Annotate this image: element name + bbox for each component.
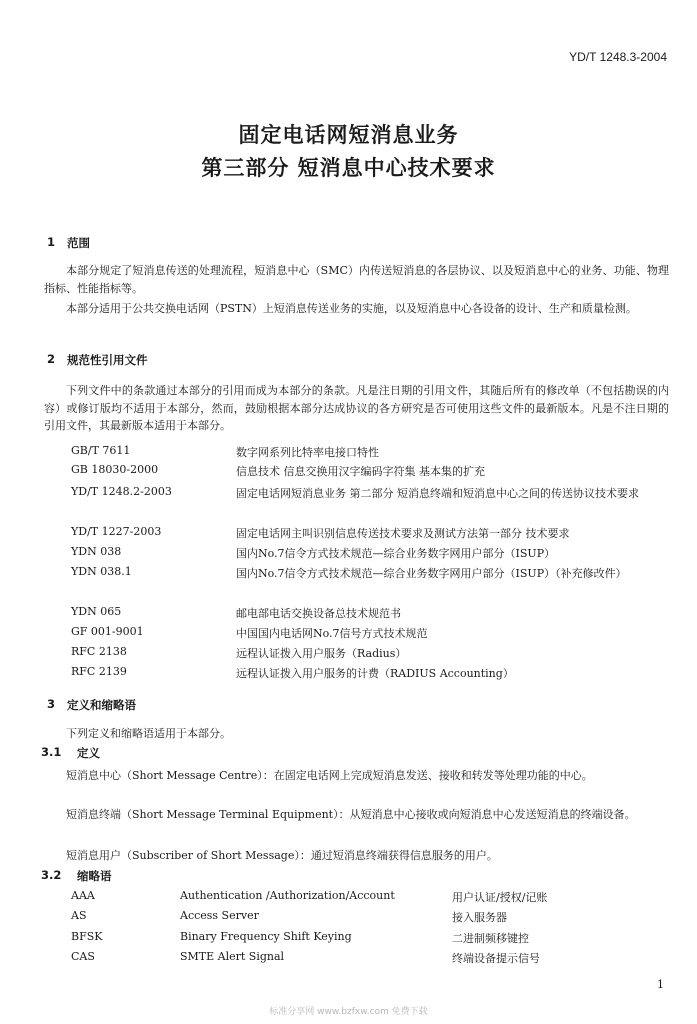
section-1-number: 1 [47,235,56,249]
section-1-title: 范围 [67,236,90,250]
abbr-code: AAA [71,889,95,902]
ref-desc: 信息技术 信息交换用汉字编码字符集 基本集的扩充 [236,465,485,478]
section-2-number: 2 [47,352,56,366]
ref-desc: 远程认证拨入用户服务（Radius） [236,647,407,660]
abbr-code: CAS [71,950,95,963]
abbr-chinese: 二进制频移键控 [452,932,529,945]
standard-code: YD/T 1248.3-2004 [569,50,667,64]
ref-code: GB 18030-2000 [71,463,159,476]
ref-desc: 固定电话网主叫识别信息传送技术要求及测试方法第一部分 技术要求 [236,527,570,540]
section-3-2-number: 3.2 [41,868,62,882]
abbr-english: Binary Frequency Shift Keying [180,930,352,943]
abbr-code: AS [71,909,87,922]
ref-code: YD/T 1248.2-2003 [71,485,172,498]
ref-code: GB/T 7611 [71,444,131,457]
ref-desc: 数字网系列比特率电接口特性 [236,446,379,459]
ref-desc: 远程认证拨入用户服务的计费（RADIUS Accounting） [236,667,514,680]
section-3-number: 3 [47,697,56,711]
section-3-1-title: 定义 [77,746,100,760]
section-3-para-1: 下列定义和缩略语适用于本部分。 [66,727,231,740]
section-3-title: 定义和缩略语 [67,698,136,712]
ref-code: YDN 038 [71,545,122,558]
section-3-1-number: 3.1 [41,745,62,759]
doc-title-line2: 第三部分 短消息中心技术要求 [201,156,496,180]
ref-code: GF 001-9001 [71,625,144,638]
abbr-chinese: 终端设备提示信号 [452,952,540,965]
ref-code: YDN 038.1 [71,565,132,578]
abbr-english: Access Server [180,909,259,922]
ref-desc: 国内No.7信令方式技术规范—综合业务数字网用户部分（ISUP）（补充修改件） [236,567,627,580]
abbr-code: BFSK [71,930,103,943]
ref-desc: 固定电话网短消息业务 第二部分 短消息终端和短消息中心之间的传送协议技术要求 [236,487,639,500]
abbr-english: Authentication /Authorization/Account [180,889,395,902]
section-1-para-1: 本部分规定了短消息传送的处理流程，短消息中心（SMC）内传送短消息的各层协议、以及短消息中心的业务、功能、物理指标、性能指标等。 [44,264,669,295]
section-1-para-2: 本部分适用于公共交换电话网（PSTN）上短消息传送业务的实施，以及短消息中心各设备的设计、生产和质量检测。 [66,302,637,315]
ref-code: RFC 2139 [71,665,127,678]
definition-subscriber: 短消息用户（Subscriber of Short Message）：通过短消息终端获得信息服务的用户。 [66,849,498,862]
section-3-2-title: 缩略语 [77,869,112,883]
definition-smc: 短消息中心（Short Message Centre）：在固定电话网上完成短消息发送、接收和转发等处理功能的中心。 [66,769,593,782]
footer-watermark: 标准分享网 www.bzfxw.com 免费下载 [269,1007,428,1017]
ref-desc: 中国国内电话网No.7信号方式技术规范 [236,627,428,640]
section-2-para-1: 下列文件中的条款通过本部分的引用而成为本部分的条款。凡是注日期的引用文件，其随后所有的修改单（不包括勘误的内容）或修订版均不适用于本部分，然而，鼓励根据本部分达成协议的各方研究是否可使用这些文件的最新版本。凡是不注日期的引用文件，其最新版本适用于本部分。 [44,384,669,432]
page-number: 1 [657,978,664,991]
section-2-title: 规范性引用文件 [67,353,148,367]
definition-smte: 短消息终端（Short Message Terminal Equipment）：从短消息中心接收或向短消息中心发送短消息的终端设备。 [66,808,636,821]
abbr-english: SMTE Alert Signal [180,950,285,963]
ref-code: YDN 065 [71,605,122,618]
abbr-chinese: 接入服务器 [452,911,507,924]
ref-desc: 邮电部电话交换设备总技术规范书 [236,607,401,620]
doc-title-line1: 固定电话网短消息业务 [238,123,459,147]
abbr-chinese: 用户认证/授权/记账 [452,891,548,904]
ref-code: YD/T 1227-2003 [71,525,162,538]
ref-code: RFC 2138 [71,645,127,658]
ref-desc: 国内No.7信令方式技术规范—综合业务数字网用户部分（ISUP） [236,547,556,560]
